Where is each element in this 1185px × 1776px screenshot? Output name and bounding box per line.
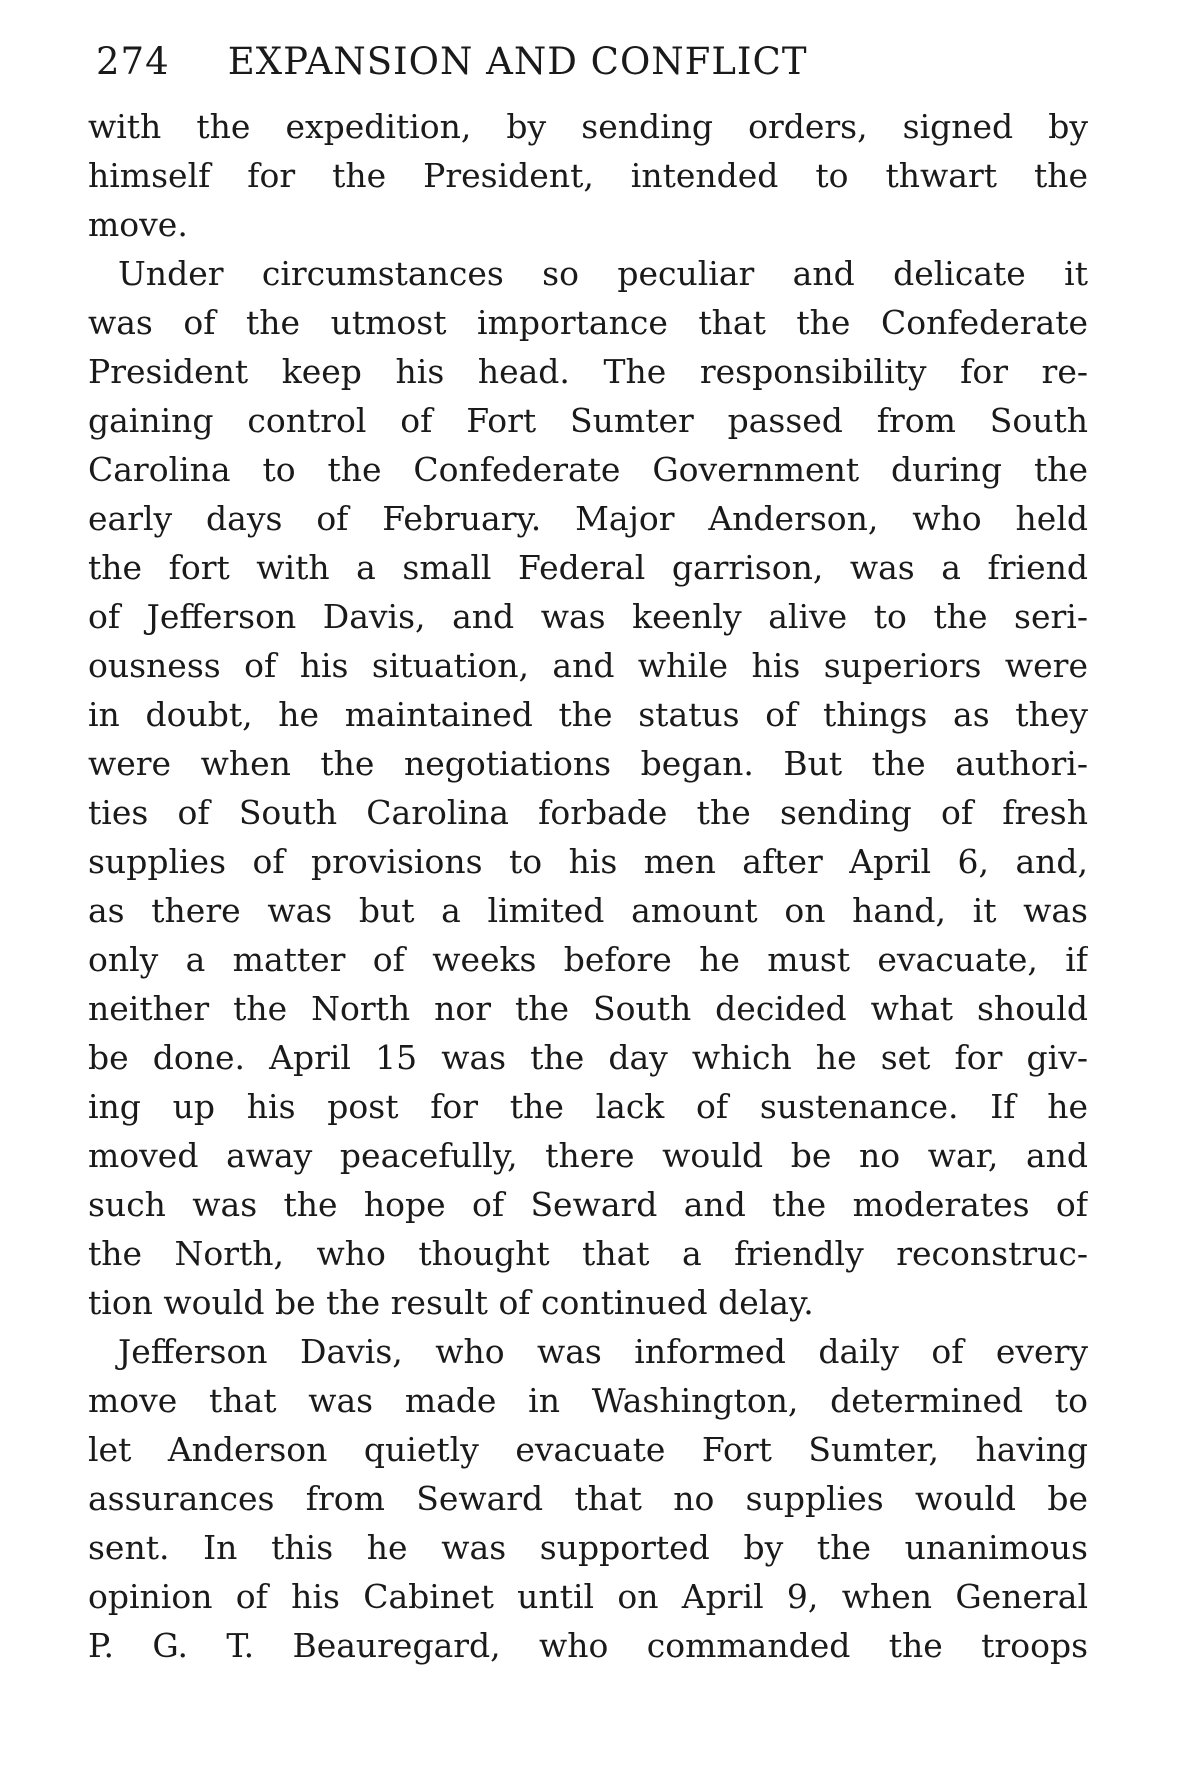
- paragraph: [88, 102, 1088, 249]
- text-line: move that was made in Washington, determined to: [88, 1381, 1088, 1420]
- text-line: the fort with a small Federal garrison, was a friend: [88, 548, 1088, 587]
- text-line: in doubt, he maintained the status of things as they: [88, 695, 1088, 734]
- text-line: was of the utmost importance that the Confederate: [88, 303, 1088, 342]
- text-line: ing up his post for the lack of sustenance. If he: [88, 1087, 1088, 1126]
- text-line: himself for the President, intended to thwart the: [88, 156, 1088, 195]
- text-line: such was the hope of Seward and the moderates of: [88, 1185, 1088, 1224]
- paragraph: [88, 249, 1088, 1327]
- text-line: early days of February. Major Anderson, who held: [88, 499, 1088, 538]
- text-line: opinion of his Cabinet until on April 9, when General: [88, 1577, 1088, 1616]
- text-line: P. G. T. Beauregard, who commanded the troops: [88, 1626, 1088, 1665]
- text-line: Jefferson Davis, who was informed daily of every: [118, 1332, 1088, 1371]
- text-line: gaining control of Fort Sumter passed from South: [88, 401, 1088, 440]
- text-line: ties of South Carolina forbade the sending of fresh: [88, 793, 1088, 832]
- text-line: President keep his head. The responsibility for re-: [88, 352, 1088, 391]
- text-line: with the expedition, by sending orders, signed by: [88, 107, 1088, 146]
- text-line: as there was but a limited amount on hand, it was: [88, 891, 1088, 930]
- text-line: ousness of his situation, and while his superiors were: [88, 646, 1088, 685]
- text-line: were when the negotiations began. But the authori-: [88, 744, 1088, 783]
- text-line: supplies of provisions to his men after April 6, and,: [88, 842, 1088, 881]
- text-line: move.: [88, 205, 188, 244]
- text-line: tion would be the result of continued delay.: [88, 1283, 814, 1322]
- text-line: assurances from Seward that no supplies would be: [88, 1479, 1088, 1518]
- page-number: 274: [96, 40, 170, 83]
- text-line: moved away peacefully, there would be no war, and: [88, 1136, 1088, 1175]
- text-line: let Anderson quietly evacuate Fort Sumter, having: [88, 1430, 1088, 1469]
- text-line: sent. In this he was supported by the unanimous: [88, 1528, 1088, 1567]
- text-line: be done. April 15 was the day which he set for giv-: [88, 1038, 1088, 1077]
- text-line: Under circumstances so peculiar and delicate it: [118, 254, 1088, 293]
- paragraph: [88, 1327, 1088, 1670]
- running-head: [96, 34, 1076, 90]
- running-title: EXPANSION AND CONFLICT: [227, 40, 808, 83]
- text-line: the North, who thought that a friendly reconstruc-: [88, 1234, 1088, 1273]
- text-line: neither the North nor the South decided what should: [88, 989, 1088, 1028]
- text-line: only a matter of weeks before he must evacuate, if: [88, 940, 1088, 979]
- body-text: [88, 102, 1088, 1670]
- text-line: of Jefferson Davis, and was keenly alive to the seri-: [88, 597, 1088, 636]
- text-line: Carolina to the Confederate Government during the: [88, 450, 1088, 489]
